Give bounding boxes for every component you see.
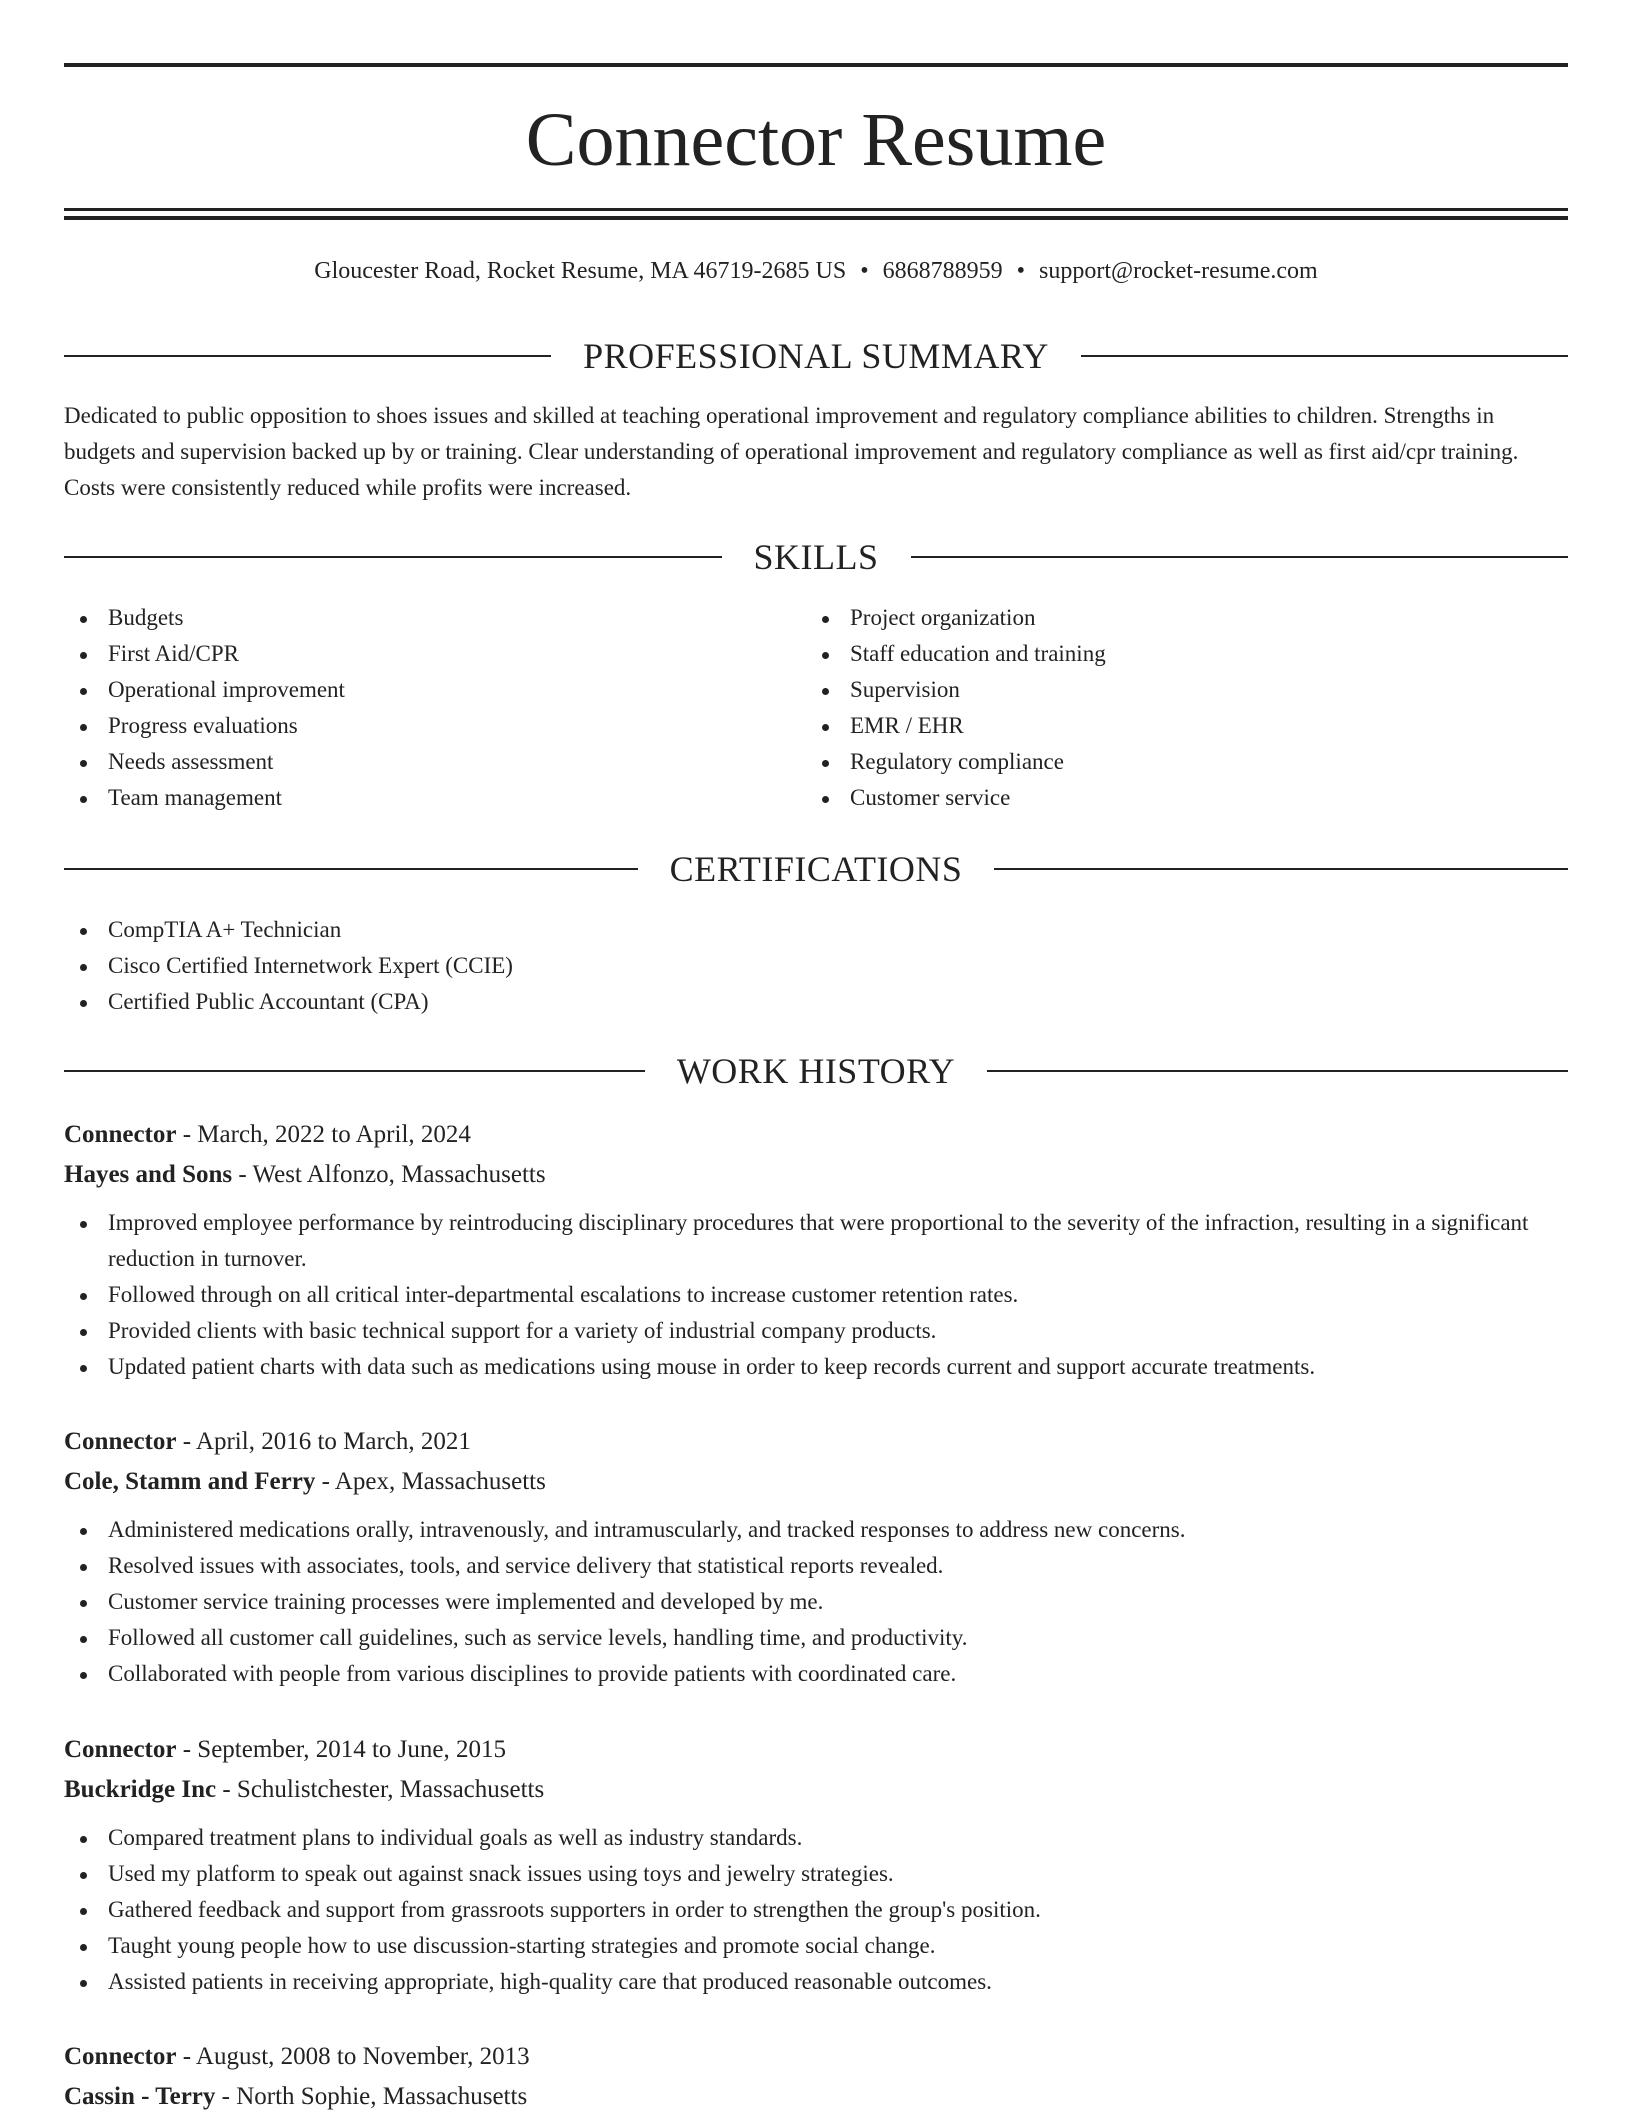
job-dates: - September, 2014 to June, 2015 bbox=[176, 1736, 506, 1763]
job-dates: - March, 2022 to April, 2024 bbox=[176, 1121, 471, 1148]
certification-item: Cisco Certified Internetwork Expert (CCIE) bbox=[64, 948, 1568, 984]
certifications-section-header bbox=[64, 847, 1568, 891]
job-bullet: Assisted patients in receiving appropriate, high-quality care that produced reasonable outcomes. bbox=[64, 1964, 1568, 2000]
section-rule bbox=[911, 556, 1569, 558]
title-rule-upper bbox=[64, 208, 1568, 211]
certifications-list bbox=[64, 912, 1568, 1020]
job-title: Connector bbox=[64, 1428, 177, 1455]
job-bullets bbox=[64, 1820, 1568, 2000]
skill-item: Progress evaluations bbox=[64, 708, 804, 744]
job-title-line bbox=[64, 1422, 1568, 1462]
job-entry bbox=[64, 1422, 1568, 1692]
section-rule bbox=[1081, 355, 1568, 357]
job-company: Hayes and Sons bbox=[64, 1161, 233, 1188]
resume-title: Connector Resume bbox=[525, 98, 1107, 182]
job-bullet: Improved employee performance by reintroducing disciplinary procedures that were proportional to the severity of the infraction, resulting in a significant reduction in turnover. bbox=[64, 1205, 1568, 1277]
job-location: - North Sophie, Massachusetts bbox=[215, 2083, 528, 2110]
job-bullet: Updated patient charts with data such as medications using mouse in order to keep records current and support accurate treatments. bbox=[64, 1349, 1568, 1385]
summary-heading: PROFESSIONAL SUMMARY bbox=[583, 336, 1049, 376]
job-bullets bbox=[64, 1205, 1568, 1385]
certifications-heading: CERTIFICATIONS bbox=[669, 849, 963, 889]
section-rule bbox=[64, 1070, 645, 1072]
section-rule bbox=[994, 868, 1568, 870]
skill-item: Operational improvement bbox=[64, 672, 804, 708]
job-dates: - August, 2008 to November, 2013 bbox=[176, 2043, 530, 2070]
title-rule-lower bbox=[64, 216, 1568, 220]
job-entry bbox=[64, 2037, 1568, 2117]
job-dates: - April, 2016 to March, 2021 bbox=[176, 1428, 471, 1455]
job-bullets bbox=[64, 1512, 1568, 1692]
job-bullet: Collaborated with people from various disciplines to provide patients with coordinated care. bbox=[64, 1656, 1568, 1692]
job-bullet: Followed all customer call guidelines, such as service levels, handling time, and productivity. bbox=[64, 1620, 1568, 1656]
certification-item: Certified Public Accountant (CPA) bbox=[64, 984, 1568, 1020]
job-title: Connector bbox=[64, 1736, 177, 1763]
skill-item: Project organization bbox=[806, 600, 1546, 636]
section-rule bbox=[64, 355, 551, 357]
job-location: - Apex, Massachusetts bbox=[315, 1468, 546, 1495]
skill-item: First Aid/CPR bbox=[64, 636, 804, 672]
job-company-line bbox=[64, 2077, 1568, 2117]
skills-list-right bbox=[806, 600, 1546, 816]
job-company-line bbox=[64, 1770, 1568, 1810]
job-title-line bbox=[64, 1115, 1568, 1155]
job-title: Connector bbox=[64, 1121, 177, 1148]
section-rule bbox=[987, 1070, 1568, 1072]
skills-heading: SKILLS bbox=[753, 537, 879, 577]
contact-line bbox=[64, 254, 1568, 288]
job-entry bbox=[64, 1115, 1568, 1385]
job-bullet: Customer service training processes were implemented and developed by me. bbox=[64, 1584, 1568, 1620]
job-title: Connector bbox=[64, 2043, 177, 2070]
certification-item: CompTIA A+ Technician bbox=[64, 912, 1568, 948]
skill-item: Supervision bbox=[806, 672, 1546, 708]
section-rule bbox=[64, 556, 722, 558]
summary-text: Dedicated to public opposition to shoes issues and skilled at teaching operational improvement and regulatory compliance abilities to children. Strengths in budgets and supervision backed up by or training. Clear understanding of operational improvement and regulatory compliance as well as first aid/cpr training. Costs were consistently reduced while profits were increased. bbox=[64, 403, 1519, 500]
skill-item: Budgets bbox=[64, 600, 804, 636]
job-title-line bbox=[64, 1730, 1568, 1770]
skill-item: Team management bbox=[64, 780, 804, 816]
summary-section-header bbox=[64, 334, 1568, 378]
job-entry bbox=[64, 1730, 1568, 2000]
job-bullet: Used my platform to speak out against snack issues using toys and jewelry strategies. bbox=[64, 1856, 1568, 1892]
job-bullet: Followed through on all critical inter-departmental escalations to increase customer retention rates. bbox=[64, 1277, 1568, 1313]
job-company: Cole, Stamm and Ferry bbox=[64, 1468, 316, 1495]
contact-email: support@rocket-resume.com bbox=[1039, 258, 1318, 284]
job-bullet: Provided clients with basic technical support for a variety of industrial company products. bbox=[64, 1313, 1568, 1349]
skill-item: Needs assessment bbox=[64, 744, 804, 780]
skill-item: Staff education and training bbox=[806, 636, 1546, 672]
skill-item: EMR / EHR bbox=[806, 708, 1546, 744]
contact-address: Gloucester Road, Rocket Resume, MA 46719-2685 US bbox=[314, 258, 847, 284]
job-title-line bbox=[64, 2037, 1568, 2077]
skills-list-left bbox=[64, 600, 804, 816]
skills-section-header bbox=[64, 535, 1568, 579]
work-section-header bbox=[64, 1049, 1568, 1093]
job-company-line bbox=[64, 1462, 1568, 1502]
job-location: - Schulistchester, Massachusetts bbox=[216, 1776, 545, 1803]
job-company: Buckridge Inc bbox=[64, 1776, 217, 1803]
job-bullet: Gathered feedback and support from grassroots supporters in order to strengthen the group's position. bbox=[64, 1892, 1568, 1928]
job-company-line bbox=[64, 1155, 1568, 1195]
job-bullet: Resolved issues with associates, tools, and service delivery that statistical reports revealed. bbox=[64, 1548, 1568, 1584]
work-heading: WORK HISTORY bbox=[676, 1051, 956, 1091]
job-bullet: Compared treatment plans to individual goals as well as industry standards. bbox=[64, 1820, 1568, 1856]
job-location: - West Alfonzo, Massachusetts bbox=[232, 1161, 546, 1188]
section-rule bbox=[64, 868, 638, 870]
skill-item: Customer service bbox=[806, 780, 1546, 816]
job-bullet: Administered medications orally, intravenously, and intramuscularly, and tracked responses to address new concerns. bbox=[64, 1512, 1568, 1548]
contact-separator: • bbox=[1016, 258, 1026, 284]
job-company: Cassin - Terry bbox=[64, 2083, 216, 2110]
skill-item: Regulatory compliance bbox=[806, 744, 1546, 780]
top-rule bbox=[64, 63, 1568, 67]
contact-separator: • bbox=[860, 258, 869, 284]
contact-phone: 6868788959 bbox=[882, 258, 1003, 284]
job-bullet: Taught young people how to use discussion-starting strategies and promote social change. bbox=[64, 1928, 1568, 1964]
